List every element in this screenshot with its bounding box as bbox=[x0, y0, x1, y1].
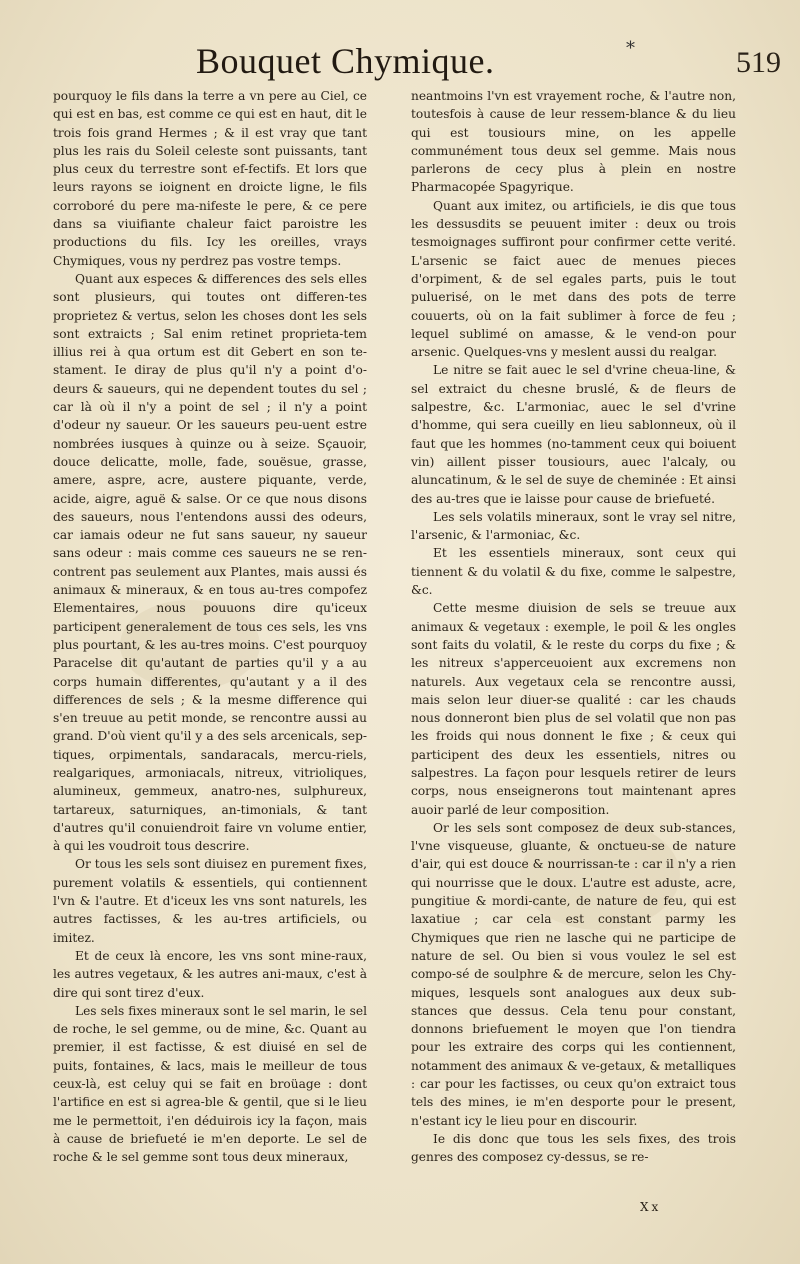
asterisk-mark: * bbox=[626, 38, 635, 59]
paragraph: pourquoy le fils dans la terre a vn pere au Ciel, ce qui est en bas, est comme ce qui est en haut, dit le trois fois grand Hermes ; & il est vray que tant plus les rais du Soleil celeste sont puissants, tant plus ceux du terrestre sont ef-fectifs. Et lors que leurs rayons se ioignent en droicte ligne, le fils corroboré du pere ma-nifeste le pere, & ce pere dans sa viuifiante chaleur faict paroistre les productions du fils. Icy les oreilles, vrays Chymiques, vous ny perdrez pas vostre temps. bbox=[53, 89, 367, 268]
paragraph: Les sels fixes mineraux sont le sel marin, le sel de roche, le sel gemme, ou de mine, &c. Quant au premier, il est factisse, & est diuisé en sel de puits, fontaines, & lacs, mais le meilleur de tous ceux-là, est celuy qui se fait en broüage : dont l'artifice en est si agrea-ble & gentil, que si le lieu me le permettoit, i'en déduirois icy la façon, mais à cause de briefueté ie m'en deporte. Le sel de roche & le sel gemme sont tous deux mineraux, bbox=[53, 1003, 367, 1165]
paragraph: Les sels volatils mineraux, sont le vray sel nitre, l'arsenic, & l'armoniac, &c. bbox=[411, 509, 736, 543]
paragraph: Le nitre se fait auec le sel d'vrine cheua-line, & sel extraict du chesne bruslé, & de fleurs de salpestre, &c. L'armoniac, auec le sel d'vrine d'homme, qui sera cueilly en lieu sablonneux, où il faut que les hommes (no-tamment ceux qui boiuent vin) aillent pisser tousiours, auec l'alcaly, ou aluncatinum, & le sel de suye de cheminée : Et ainsi des au-tres que ie laisse pour cause de briefueté. bbox=[411, 363, 736, 506]
paragraph: Quant aux imitez, ou artificiels, ie dis que tous les dessusdits se peuuent imiter : deux ou trois tesmoignages suffiront pour confirmer cette verité. L'arsenic se faict auec de menues pieces d'orpiment, & de sel egales parts, puis le tout puluerisé, on le met dans des pots de terre couuerts, où on la fait sublimer à force de feu ; lequel sublimé on amasse, & le vend-on pour arsenic. Quelques-vns y meslent aussi du realgar. bbox=[411, 198, 736, 360]
paragraph: Cette mesme diuision de sels se treuue aux animaux & vegetaux : exemple, le poil & les ongles sont faits du volatil, & le reste du corps du fixe ; & les nitreux s'apperceuoient aux excremens non naturels. Aux vegetaux cela se rencontre aussi, mais selon leur diuer-se qualité : car les chauds nous donneront bien plus de sel volatil que non pas les froids qui nous donnent le fixe ; & ceux qui participent des deux les essentiels, nitres ou salpestres. La façon pour lesquels retirer de leurs corps, nous enseignerons tout maintenant apres auoir parlé de leur composition. bbox=[411, 601, 736, 817]
right-column bbox=[411, 87, 736, 1167]
page-header bbox=[0, 40, 800, 90]
paragraph: Or tous les sels sont diuisez en purement fixes, purement volatils & essentiels, qui contiennent l'vn & l'autre. Et d'iceux les vns sont naturels, les autres factisses, & les au-tres artificiels, ou imitez. bbox=[53, 857, 367, 945]
paragraph: Ie dis donc que tous les sels fixes, des trois genres des composez cy-dessus, se re- bbox=[411, 1131, 736, 1165]
left-column bbox=[53, 87, 367, 1167]
paragraph: Et de ceux là encore, les vns sont mine-raux, les autres vegetaux, & les autres ani-maux, c'est à dire qui sont tirez d'eux. bbox=[53, 948, 367, 1000]
paragraph: neantmoins l'vn est vrayement roche, & l'autre non, toutesfois à cause de leur ressem-blance & du lieu qui est tousiours mine, on les appelle communément tous deux sel gemme. Mais nous parlerons de cecy plus à plein en nostre Pharmacopée Spagyrique. bbox=[411, 89, 736, 195]
paragraph: Quant aux especes & differences des sels elles sont plusieurs, qui toutes ont differen-tes proprietez & vertus, selon les choses dont les sels sont extraicts ; Sal enim retinet proprieta-tem illius rei à qua ortum est dit Gebert en son te-stament. Ie diray de plus qu'il n'y a point d'o-deurs & saueurs, qui ne dependent toutes du sel ; car là où il n'y a point de sel ; il n'y a point d'odeur ny saueur. Or les saueurs peu-uent estre nombrées iusques à quinze ou à seize. Sçauoir, douce delicatte, molle, fade, souësue, grasse, amere, aspre, acre, austere piquante, verde, acide, aigre, aguë & salse. Or ce que nous disons des saueurs, nous l'entendons aussi des odeurs, car iamais odeur ne fut sans saueur, ny saueur sans odeur : mais comme ces saueurs ne se ren-contrent pas seulement aux Plantes, mais aussi és animaux & mineraux, & en tous au-tres compofez Elementaires, nous pouuons dire qu'iceux participent generalement de tous ces sels, les vns plus pourtant, & les au-tres moins. C'est pourquoy Paracelse dit qu'autant de parties qu'il y a au corps humain differentes, qu'autant y a il des differences de sels ; & la mesme difference qui s'en treuue au petit monde, se rencontre aussi au grand. D'où vient qu'il y a des sels arcenicals, sep-tiques, orpimentals, sandaracals, mercu-riels, realgariques, armoniacals, nitreux, vitrioliques, alumineux, gemmeux, anatro-nes, sulphureux, tartareux, saturniques, an-timonials, & tant d'autres qu'il conuiendroit faire vn volume entier, à qui les voudroit tous descrire. bbox=[53, 271, 367, 854]
paragraph: Or les sels sont composez de deux sub-stances, l'vne visqueuse, gluante, & onctueu-se de nature d'air, qui est douce & nourrissan-te : car il n'y a rien qui nourrisse que le doux. L'autre est aduste, acre, pungitiue & mordi-cante, de nature de feu, qui est laxatiue ; car cela est constant parmy les Chymiques que rien ne lasche qui ne participe de nature de sel. Ou bien si vous voulez le sel est compo-sé de soulphre & de mercure, selon les Chy-miques, lesquels sont analogues aux deux sub-stances que dessus. Cela tenu pour constant, donnons briefuement le moyen que l'on tiendra pour les extraire des corps qui les contiennent, notamment des animaux & ve-getaux, & metalliques : car pour les factisses, ou ceux qu'on extraict tous tels des mines, ie m'en desporte pour le present, n'estant icy le lieu pour en discourir. bbox=[411, 820, 736, 1128]
running-title: Bouquet Chymique. bbox=[196, 41, 495, 81]
signature-mark: Xx bbox=[640, 1200, 662, 1214]
page-number: 519 bbox=[736, 46, 781, 79]
paragraph: Et les essentiels mineraux, sont ceux qui tiennent & du volatil & du fixe, comme le salpestre, &c. bbox=[411, 546, 736, 598]
